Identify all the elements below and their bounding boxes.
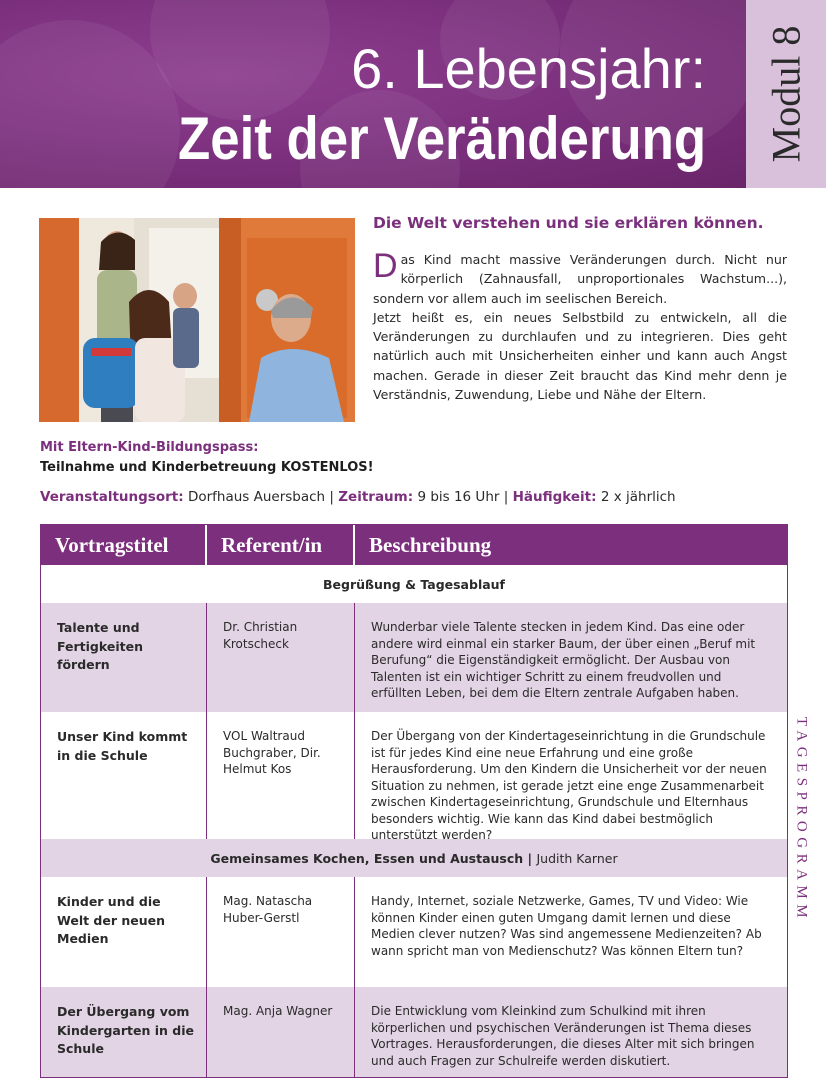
header-description: Beschreibung bbox=[369, 532, 492, 557]
drop-cap: D bbox=[373, 247, 398, 285]
table-header bbox=[41, 525, 787, 565]
intro-paragraph-1: as Kind macht massive Veränderungen durch. Nicht nur körperlich (Zahnausfall, unproportionales Wachstum...), sondern vor allem auch im seelischen Bereich. bbox=[373, 252, 787, 306]
band-lunch-text: Gemeinsames Kochen, Essen und Austausch bbox=[210, 850, 524, 866]
row-description: Die Entwicklung vom Kleinkind zum Schulkind mit ihren körperlichen und psychischen Veränderungen ist Thema dieses Vortrages. Herausforderungen, die dieses Alter mit sich bringen und auch Fragen zur Schulreife werden diskutiert. bbox=[371, 1004, 755, 1068]
row-title: Kinder und die Welt der neuen Medien bbox=[41, 877, 207, 987]
row-description: Der Übergang von der Kindertageseinrichtung in die Grundschule ist für jedes Kind eine neue Erfahrung und eine große Herausforderung. Um den Kindern die Unsicherheit vor der neuen Situation zu nehmen, ist gerade jetzt eine enge Zusammenarbeit zwischen Kindertageseinrichtung, Grundschule und Elternhaus besonders wichtig. Wie kann das Kind dabei bestmöglich unterstützt werden? bbox=[371, 729, 767, 842]
row-title: Unser Kind kommt in die Schule bbox=[41, 712, 207, 839]
band-lunch-person: Judith Karner bbox=[536, 850, 618, 866]
program-table bbox=[40, 524, 788, 1078]
promo-subline: Teilnahme und Kinderbetreuung KOSTENLOS! bbox=[40, 460, 374, 475]
header-banner bbox=[0, 0, 746, 188]
row-speaker: Dr. Christian Krotscheck bbox=[207, 603, 355, 712]
row-speaker: Mag. Anja Wagner bbox=[207, 987, 355, 1077]
title-line-1: 6. Lebensjahr: bbox=[351, 37, 706, 100]
row-title: Der Übergang vom Kindergarten in die Schule bbox=[41, 987, 207, 1077]
header-speaker: Referent/in bbox=[207, 525, 355, 565]
intro-paragraph-2: Jetzt heißt es, ein neues Selbstbild zu entwickeln, all die Veränderungen zu durchlaufen und zu integrieren. Dies geht natürlich auch mit Unsicherheiten einher und kann auch Angst machen. Gerade in dieser Zeit braucht das Kind mehr denn je Verständnis, Zuwendung, Liebe und Nähe der Eltern. bbox=[373, 309, 787, 403]
table-row bbox=[41, 712, 787, 842]
row-speaker: Mag. Natascha Huber-Gerstl bbox=[207, 877, 355, 987]
row-description: Wunderbar viele Talente stecken in jedem Kind. Das eine oder andere wird einmal ein starker Baum, der über einen „Beruf mit Berufung“ die Eigenständigkeit ermöglicht. Der Ausbau von Talenten ist ein wichtiger Schritt zu einem freudvollen und erfüllten Leben, bei dem die Eltern zentrale Aufgaben haben. bbox=[371, 620, 756, 700]
promo-headline: Mit Eltern-Kind-Bildungspass: bbox=[40, 440, 259, 455]
header-title: Vortragstitel bbox=[41, 525, 207, 565]
side-label: TAGESPROGRAMM bbox=[793, 716, 810, 924]
venue-value: Dorfhaus Auersbach bbox=[187, 489, 326, 505]
venue-line bbox=[40, 489, 676, 505]
frequency-label: Häufigkeit: bbox=[512, 489, 597, 505]
intro-text bbox=[373, 247, 787, 404]
band-lunch bbox=[41, 839, 787, 877]
frequency-value: 2 x jährlich bbox=[600, 489, 676, 505]
band-welcome bbox=[41, 565, 787, 603]
row-speaker: VOL Waltraud Buchgraber, Dir. Helmut Kos bbox=[207, 712, 355, 839]
modul-label: Modul 8 bbox=[763, 25, 809, 163]
time-value: 9 bis 16 Uhr bbox=[417, 489, 500, 505]
time-separator: | bbox=[503, 489, 509, 505]
title-line-2: Zeit der Veränderung bbox=[177, 105, 706, 172]
band-welcome-text: Begrüßung & Tagesablauf bbox=[322, 576, 505, 592]
table-row bbox=[41, 877, 787, 987]
venue-separator: | bbox=[329, 489, 334, 505]
venue-label: Veranstaltungsort: bbox=[40, 489, 184, 505]
time-label: Zeitraum: bbox=[338, 489, 414, 505]
row-title: Talente und Fertigkeiten fördern bbox=[41, 603, 207, 712]
band-lunch-separator: | bbox=[527, 850, 533, 866]
table-row bbox=[41, 603, 787, 712]
row-description: Handy, Internet, soziale Netzwerke, Games, TV und Video: Wie können Kinder einen guten Umgang damit lernen und diese Medien clever nutzen? Was sind angemessene Medienzeiten? Ab wann spricht man von Medienschutz? Was können Eltern tun? bbox=[371, 894, 762, 958]
family-photo bbox=[39, 218, 355, 422]
subheadline: Die Welt verstehen und sie erklären können. bbox=[373, 214, 764, 232]
table-row bbox=[41, 987, 787, 1077]
